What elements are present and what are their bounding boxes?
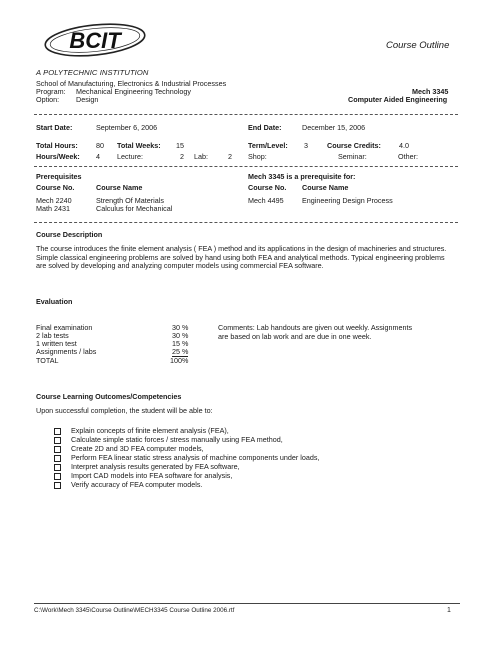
term-label: Term/Level: [248,141,288,150]
hours-week-label: Hours/Week: [36,152,80,161]
evaluation-heading: Evaluation [36,297,73,306]
outcome-text: Explain concepts of finite element analysis (FEA), [71,426,229,435]
other-label: Other: [398,152,418,161]
eval-value: 30 % [172,323,189,332]
prereq-course-no: Mech 2240 [36,196,72,205]
bcit-logo [40,18,150,64]
course-description: The course introduces the finite element analysis ( FEA ) method and its applications in the design of machineries and structures. Simple classical engineering problems are solved by hand using both FEA and analytical methods. Typical engineering problems are solved by developing and analyzing computer models using commercial FEA software. [36,244,447,271]
school-name: School of Manufacturing, Electronics & Industrial Processes [36,79,227,88]
divider [34,114,458,115]
total-weeks-value: 15 [176,141,184,150]
course-code: Mech 3345 [412,87,449,96]
prereq-course-no: Math 2431 [36,204,70,213]
checkbox-bullet-icon [54,446,61,453]
logo-text: BCIT [69,28,121,53]
eval-comments: are based on lab work and are due in one week. [218,332,372,341]
total-weeks-label: Total Weeks: [117,141,161,150]
lab-label: Lab: [194,152,208,161]
outcome-text: Verify accuracy of FEA computer models. [71,480,203,489]
lecture-label: Lecture: [117,152,143,161]
prereq-col-name: Course Name [96,183,143,192]
outcome-text: Calculate simple static forces / stress manually using FEA method, [71,435,283,444]
program-value: Mechanical Engineering Technology [76,87,191,96]
list-item [54,444,204,453]
outcome-text: Interpret analysis results generated by FEA software, [71,462,240,471]
description-heading: Course Description [36,230,103,239]
checkbox-bullet-icon [54,482,61,489]
eval-comments: Comments: Lab handouts are given out weekly. Assignments [218,323,413,332]
footer-path: C:\Work\Mech 3345\Course Outline\MECH3345 Course Outline 2006.rtf [34,607,235,614]
total-hours-label: Total Hours: [36,141,78,150]
course-title: Computer Aided Engineering [348,95,448,104]
credits-label: Course Credits: [327,141,381,150]
end-date-label: End Date: [248,123,282,132]
prereq-for-heading: Mech 3345 is a prerequisite for: [248,172,356,181]
term-value: 3 [304,141,308,150]
checkbox-bullet-icon [54,464,61,471]
eval-label: 2 lab tests [36,331,69,340]
eval-value: 30 % [172,331,189,340]
seminar-label: Seminar: [338,152,367,161]
eval-value: 25 % [172,347,189,356]
credits-value: 4.0 [399,141,409,150]
shop-label: Shop: [248,152,267,161]
end-date-value: December 15, 2006 [302,123,366,132]
checkbox-bullet-icon [54,455,61,462]
prereq-heading: Prerequisites [36,172,82,181]
total-hours-value: 80 [96,141,104,150]
option-label: Option: [36,95,60,104]
prereq-for-col-name: Course Name [302,183,349,192]
program-label: Program: [36,87,66,96]
divider [34,222,458,223]
list-item [54,471,232,480]
list-item [54,426,229,435]
checkbox-bullet-icon [54,473,61,480]
outcome-text: Perform FEA linear static stress analysis of machine components under loads, [71,453,320,462]
eval-label: Assignments / labs [36,347,97,356]
hours-week-value: 4 [96,152,100,161]
prereq-course-name: Strength Of Materials [96,196,164,205]
checkbox-bullet-icon [54,428,61,435]
eval-total-label: TOTAL [36,356,59,365]
checkbox-bullet-icon [54,437,61,444]
divider [34,166,458,167]
list-item [54,453,319,462]
outcomes-heading: Course Learning Outcomes/Competencies [36,392,182,401]
start-date-value: September 6, 2006 [96,123,158,132]
lab-value: 2 [228,152,232,161]
list-item [54,480,202,489]
lecture-value: 2 [180,152,184,161]
eval-value: 15 % [172,339,189,348]
list-item [54,462,240,471]
eval-label: 1 written test [36,339,77,348]
prereq-course-name: Calculus for Mechanical [96,204,173,213]
outcome-text: Import CAD models into FEA software for analysis, [71,471,233,480]
prereq-for-course-name: Engineering Design Process [302,196,393,205]
eval-total-value: 100% [170,356,189,365]
prereq-for-course-no: Mech 4495 [248,196,284,205]
prereq-for-col-no: Course No. [248,183,287,192]
outcomes-intro: Upon successful completion, the student will be able to: [36,406,213,415]
start-date-label: Start Date: [36,123,73,132]
page-number: 1 [447,607,451,614]
option-value: Design [76,95,99,104]
footer-rule [34,603,460,604]
outcome-text: Create 2D and 3D FEA computer models, [71,444,204,453]
prereq-col-no: Course No. [36,183,75,192]
institution-tagline: A POLYTECHNIC INSTITUTION [36,68,149,77]
list-item [54,435,283,444]
document-title: Course Outline [386,40,450,51]
eval-label: Final examination [36,323,93,332]
